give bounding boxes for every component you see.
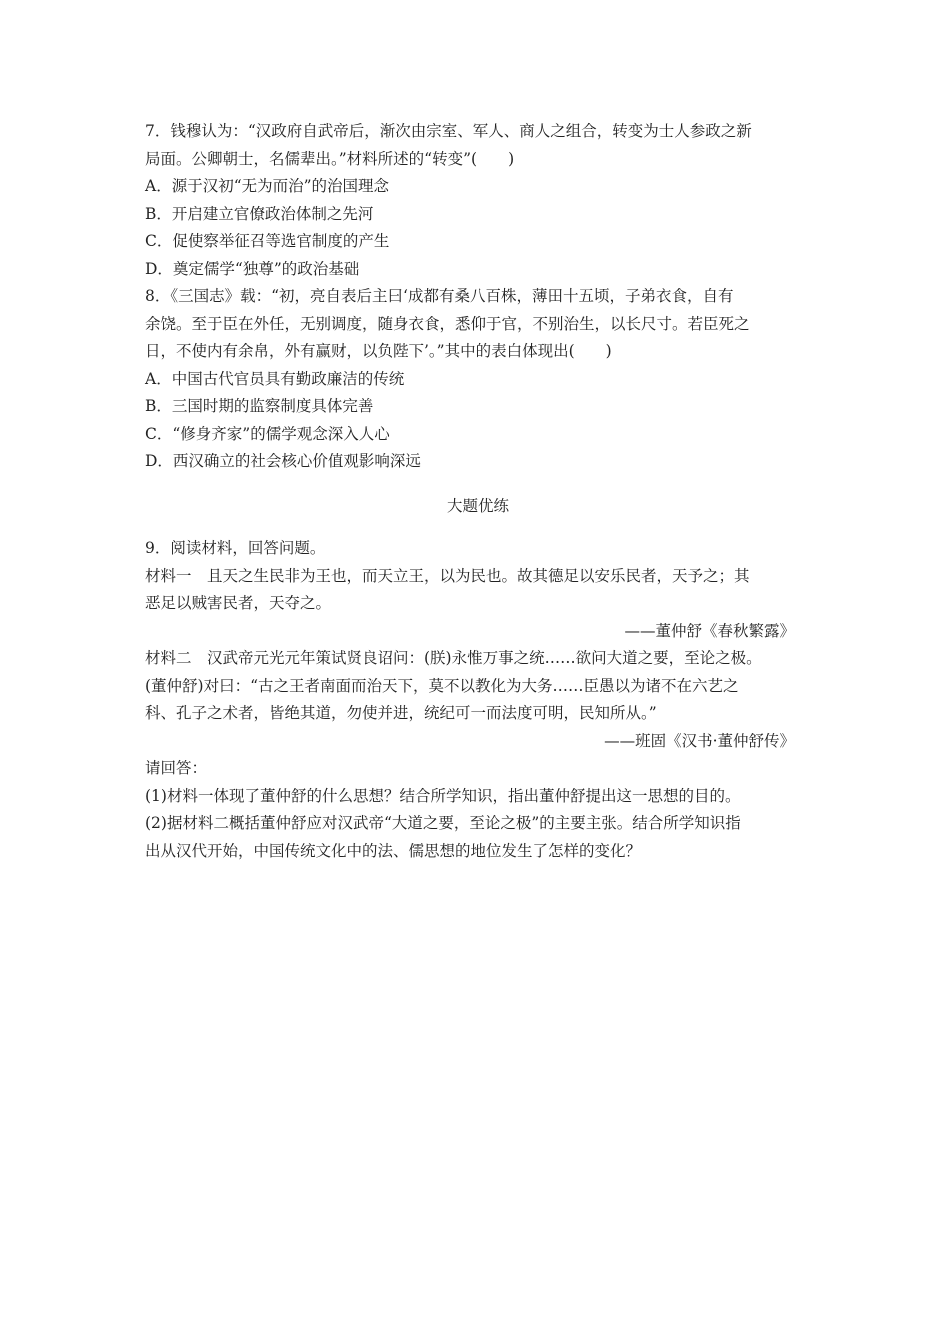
material-1-line: 恶足以贼害民者，天夺之。: [145, 594, 332, 612]
question-9-prompt: 请回答：: [145, 759, 208, 777]
question-7-stem-line: 7．钱穆认为：“汉政府自武帝后，渐次由宗室、军人、商人之组合，转变为士人参政之新: [145, 122, 752, 140]
question-9-intro: 9．阅读材料，回答问题。: [145, 539, 326, 557]
material-1-source: ——董仲舒《春秋繁露》: [624, 621, 795, 640]
question-9-sub-1: (1)材料一体现了董仲舒的什么思想？结合所学知识，指出董仲舒提出这一思想的目的。: [145, 786, 741, 805]
material-2-line: 科、孔子之术者，皆绝其道，勿使并进，统纪可一而法度可明，民知所从。”: [145, 704, 657, 722]
question-8-stem-line: 8．《三国志》载：“初，亮自表后主曰‘成都有桑八百株，薄田十五顷，子弟衣食，自有: [145, 287, 734, 305]
question-8-stem-line: 余饶。至于臣在外任，无别调度，随身衣食，悉仰于官，不别治生，以长尺寸。若臣死之: [145, 314, 750, 333]
material-1-line: 材料一 且天之生民非为王也，而天立王，以为民也。故其德足以安乐民者，天予之；其: [145, 566, 750, 585]
question-7-option-a: A．源于汉初“无为而治”的治国理念: [145, 177, 390, 195]
question-7-option-b: B．开启建立官僚政治体制之先河: [145, 204, 374, 223]
question-8-option-b: B．三国时期的监察制度具体完善: [145, 397, 374, 415]
question-7-stem-line: 局面。公卿朝士，名儒辈出。”材料所述的“转变”( ): [145, 149, 515, 168]
question-9: [145, 535, 811, 865]
question-8-option-a: A．中国古代官员具有勤政廉洁的传统: [145, 369, 405, 388]
material-2-line: 材料二 汉武帝元光元年策试贤良诏问：(朕)永惟万事之统……欲问大道之要，至论之极。: [145, 649, 762, 667]
question-9-sub-2-line: (2)据材料二概括董仲舒应对汉武帝“大道之要，至论之极”的主要主张。结合所学知识指: [145, 814, 741, 832]
question-9-sub-2-line: 出从汉代开始，中国传统文化中的法、儒思想的地位发生了怎样的变化？: [145, 841, 642, 860]
question-8-option-d: D．西汉确立的社会核心价值观影响深远: [145, 452, 421, 470]
section-title: 大题优练: [446, 496, 509, 515]
question-8: [145, 283, 811, 476]
material-2-source: ——班固《汉书·董仲舒传》: [604, 731, 795, 750]
question-7-option-c: C．促使察举征召等选官制度的产生: [145, 232, 390, 250]
question-7-option-d: D．奠定儒学“独尊”的政治基础: [145, 259, 360, 278]
question-8-stem-line: 日，不使内有余帛，外有赢财，以负陛下’。”其中的表白体现出( ): [145, 342, 612, 360]
question-8-option-c: C．“修身齐家”的儒学观念深入人心: [145, 424, 390, 443]
document-body: [145, 118, 811, 865]
question-7: [145, 118, 811, 283]
material-2-line: (董仲舒)对曰：“古之王者南面而治天下，莫不以教化为大务……臣愚以为诸不在六艺之: [145, 676, 739, 695]
